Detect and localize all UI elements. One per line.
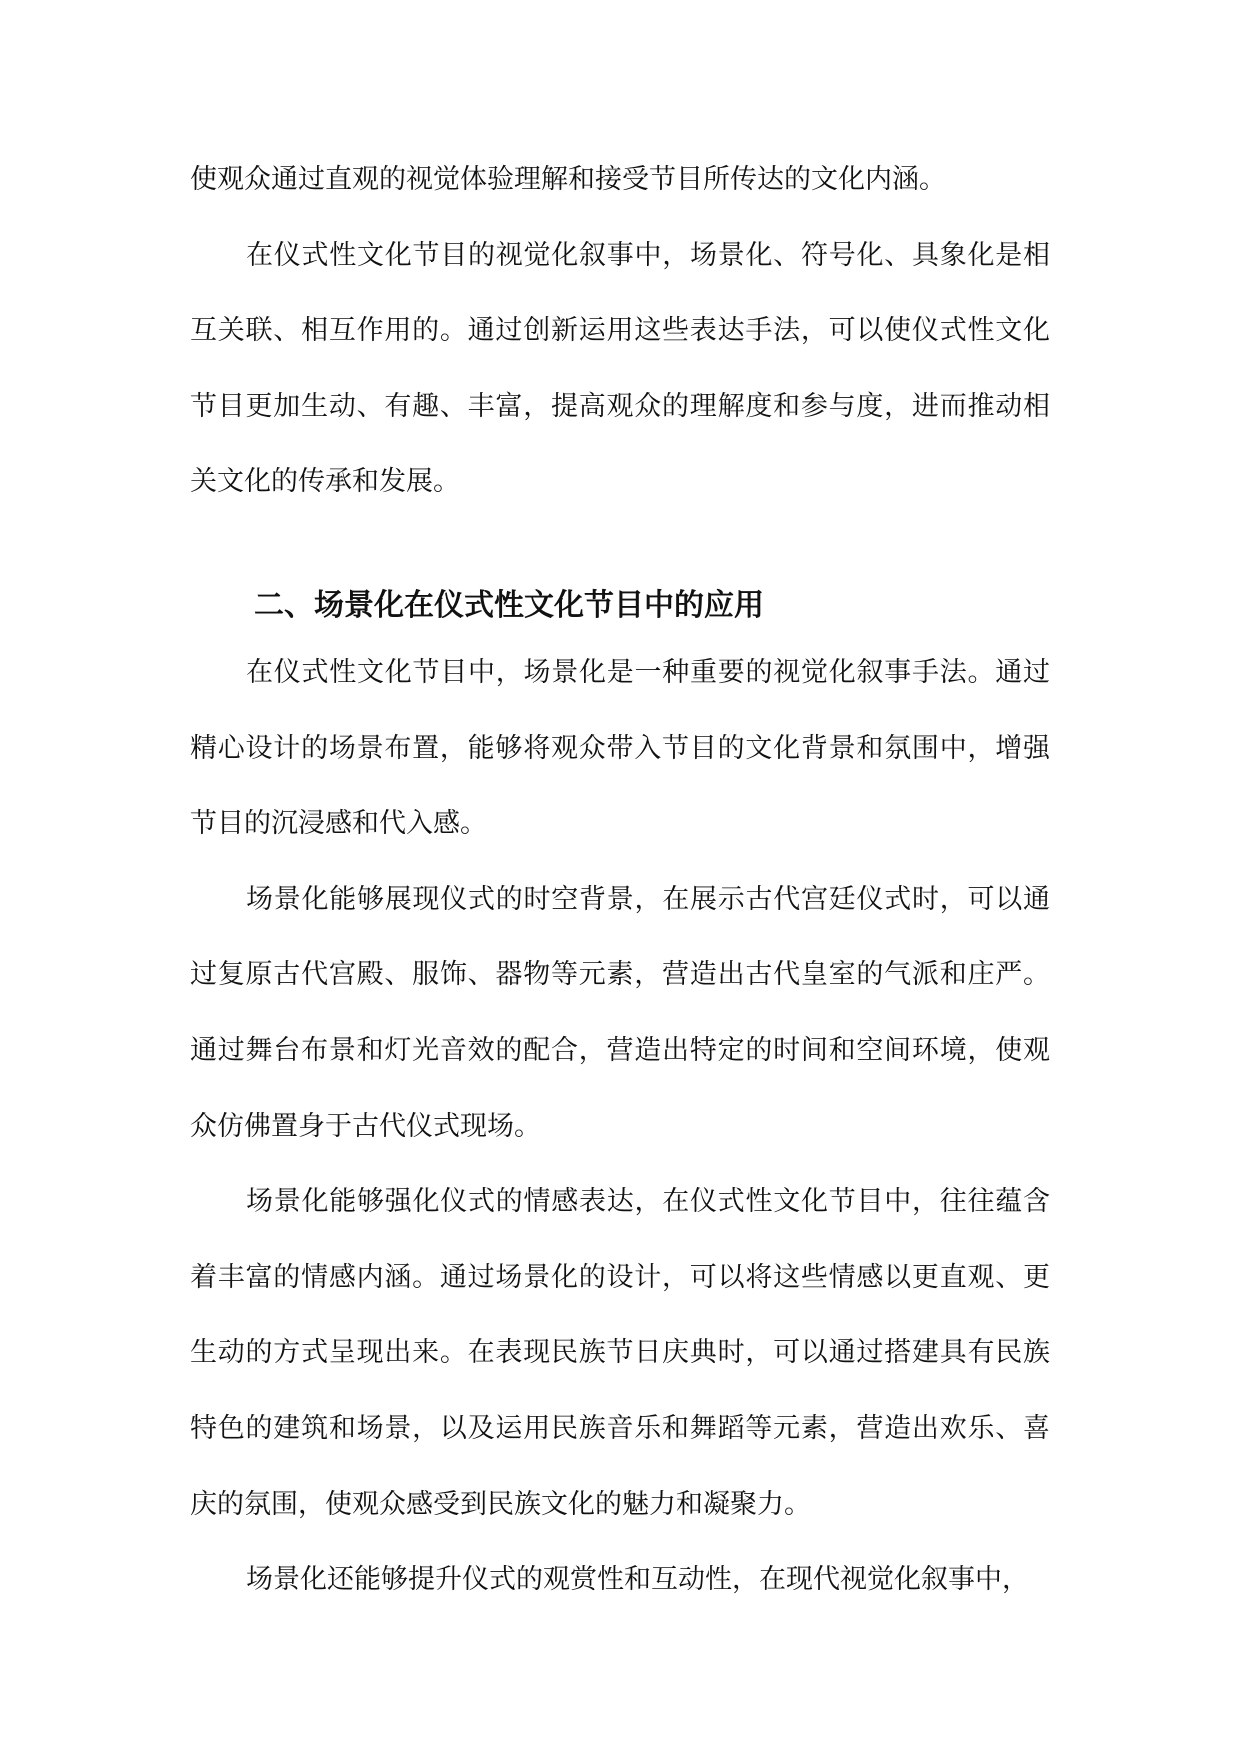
paragraph-time-space: 场景化能够展现仪式的时空背景，在展示古代宫廷仪式时，可以通过复原古代宫殿、服饰、器物等元素，营造出古代皇室的气派和庄严。通过舞台布景和灯光音效的配合，营造出特定的时间和空间环境，使观众仿佛置身于古代仪式现场。 bbox=[190, 883, 1050, 1142]
paragraph-emotion: 场景化能够强化仪式的情感表达，在仪式性文化节目中，往往蕴含着丰富的情感内涵。通过场景化的设计，可以将这些情感以更直观、更生动的方式呈现出来。在表现民族节日庆典时，可以通过搭建具有民族特色的建筑和场景，以及运用民族音乐和舞蹈等元素，营造出欢乐、喜庆的氛围，使观众感受到民族文化的魅力和凝聚力。 bbox=[190, 1186, 1050, 1520]
document-body bbox=[190, 142, 1050, 1618]
section-heading: 二、场景化在仪式性文化节目中的应用 bbox=[254, 587, 764, 623]
paragraph-interaction: 场景化还能够提升仪式的观赏性和互动性，在现代视觉化叙事中， bbox=[246, 1564, 1029, 1596]
paragraph-continuation: 使观众通过直观的视觉体验理解和接受节目所传达的文化内涵。 bbox=[190, 164, 946, 195]
paragraph-scene-intro: 在仪式性文化节目中，场景化是一种重要的视觉化叙事手法。通过精心设计的场景布置，能够将观众带入节目的文化背景和氛围中，增强节目的沉浸感和代入感。 bbox=[190, 656, 1050, 840]
paragraph-narrative-summary: 在仪式性文化节目的视觉化叙事中，场景化、符号化、具象化是相互关联、相互作用的。通过创新运用这些表达手法，可以使仪式性文化节目更加生动、有趣、丰富，提高观众的理解度和参与度，进而推动相关文化的传承和发展。 bbox=[190, 239, 1050, 498]
